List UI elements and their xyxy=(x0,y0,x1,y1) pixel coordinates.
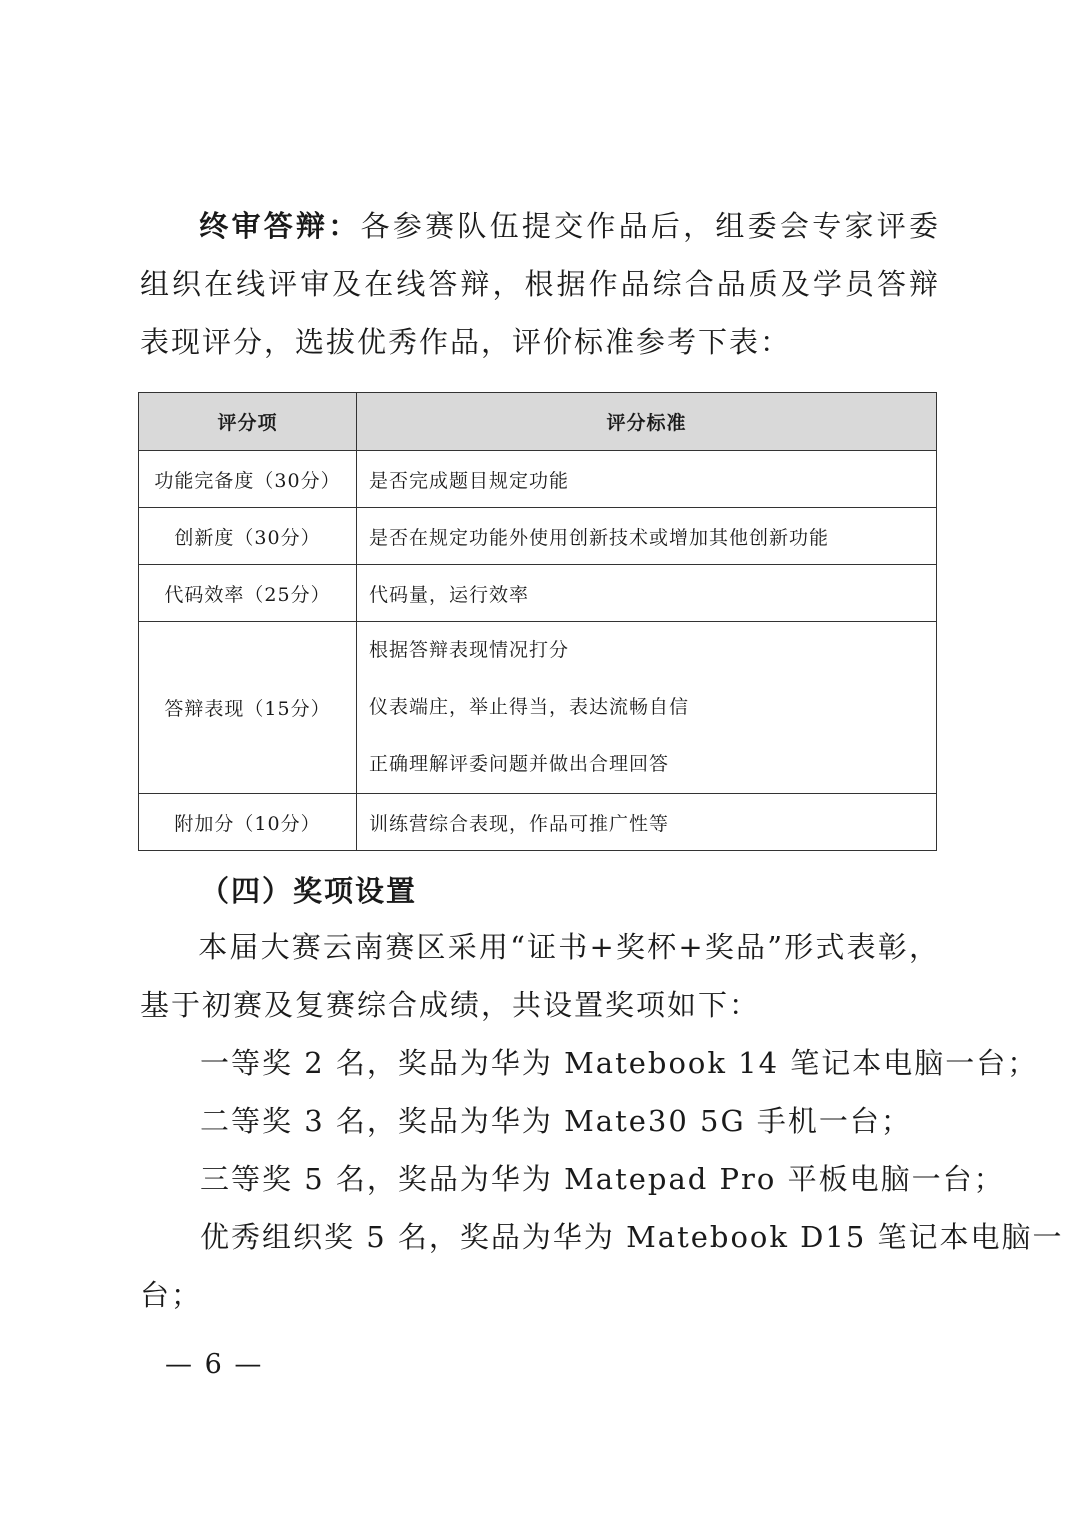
awards-intro-text: 本届大赛云南赛区采用“证书+奖杯+奖品”形式表彰，基于初赛及复赛综合成绩，共设置奖项如下： xyxy=(140,930,941,1022)
table-row xyxy=(139,794,937,851)
table-row xyxy=(139,508,937,565)
score-criteria: 训练营综合表现，作品可推广性等 xyxy=(357,794,937,851)
score-criteria: 是否完成题目规定功能 xyxy=(357,451,937,508)
score-criteria: 代码量，运行效率 xyxy=(357,565,937,622)
table-header-row xyxy=(139,393,937,451)
score-criteria xyxy=(357,622,937,794)
page-number: — 6 — xyxy=(165,1349,264,1380)
award-item-third: 三等奖 5 名，奖品为华为 Matepad Pro 平板电脑一台； xyxy=(200,1162,1005,1196)
score-item: 附加分（10分） xyxy=(139,794,357,851)
score-criteria: 是否在规定功能外使用创新技术或增加其他创新功能 xyxy=(357,508,937,565)
criteria-line: 仪表端庄，举止得当，表达流畅自信 xyxy=(369,696,690,718)
header-score-criteria: 评分标准 xyxy=(357,393,937,451)
score-item: 创新度（30分） xyxy=(139,508,357,565)
score-item: 答辩表现（15分） xyxy=(139,622,357,794)
table-row xyxy=(139,622,937,794)
table-row xyxy=(139,565,937,622)
criteria-line: 根据答辩表现情况打分 xyxy=(369,639,570,661)
awards-intro-paragraph xyxy=(140,918,940,1034)
score-table xyxy=(138,392,937,851)
award-item-organization: 优秀组织奖 5 名，奖品为华为 Matebook D15 笔记本电脑一 xyxy=(200,1220,1064,1254)
final-review-paragraph xyxy=(140,197,940,371)
final-review-label: 终审答辩： xyxy=(198,209,361,243)
header-score-item: 评分项 xyxy=(139,393,357,451)
criteria-line: 正确理解评委问题并做出合理回答 xyxy=(369,753,670,775)
score-item: 功能完备度（30分） xyxy=(139,451,357,508)
final-review-text: 各参赛队伍提交作品后，组委会专家评委组织在线评审及在线答辩，根据作品综合品质及学员答辩表现评分，选拔优秀作品，评价标准参考下表： xyxy=(140,209,940,359)
award-item-second: 二等奖 3 名，奖品为华为 Mate30 5G 手机一台； xyxy=(200,1104,912,1138)
awards-heading: （四）奖项设置 xyxy=(200,874,418,908)
award-item-first: 一等奖 2 名，奖品为华为 Matebook 14 笔记本电脑一台； xyxy=(200,1046,1039,1080)
table-row xyxy=(139,451,937,508)
score-item: 代码效率（25分） xyxy=(139,565,357,622)
award-item-organization-continuation: 台； xyxy=(140,1278,203,1312)
